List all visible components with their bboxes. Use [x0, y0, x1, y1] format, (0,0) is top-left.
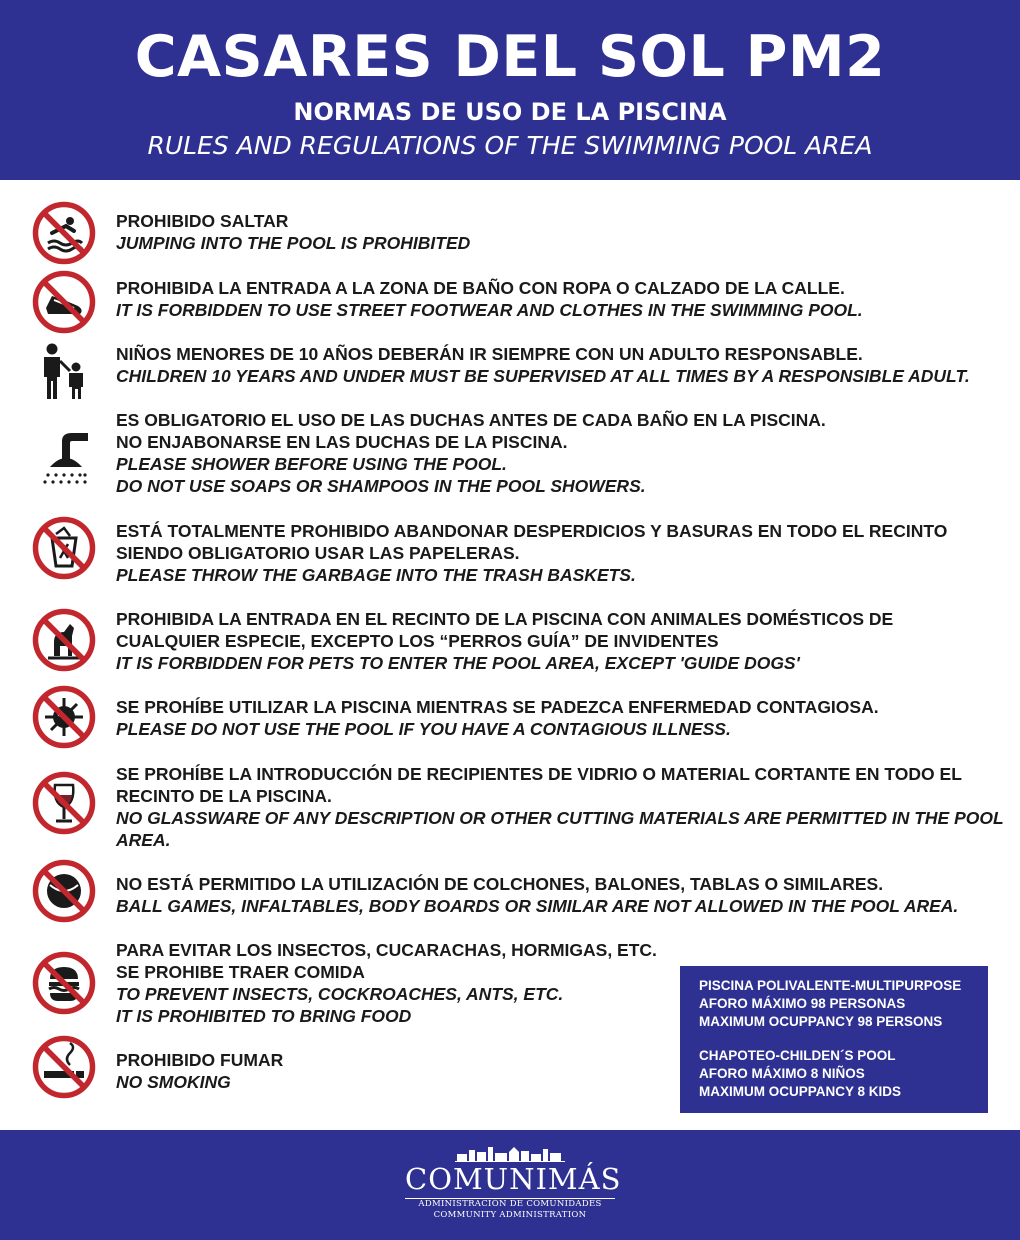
rule-text-en: PLEASE THROW THE GARBAGE INTO THE TRASH BASKETS.: [116, 565, 636, 585]
rule-text-en: PLEASE SHOWER BEFORE USING THE POOL.: [116, 454, 507, 474]
rule-text-en: CHILDREN 10 YEARS AND UNDER MUST BE SUPERVISED AT ALL TIMES BY A RESPONSIBLE ADULT.: [116, 366, 970, 386]
pool-capacity-es: AFORO MÁXIMO 98 PERSONAS: [699, 996, 906, 1011]
rule-text-es: NO ESTÁ PERMITIDO LA UTILIZACIÓN DE COLCHONES, BALONES, TABLAS O SIMILARES.: [116, 874, 884, 894]
pool-capacity-heading: PISCINA POLIVALENTE-MULTIPURPOSE: [699, 978, 962, 993]
rule-text-es: SE PROHÍBE UTILIZAR LA PISCINA MIENTRAS SE PADEZCA ENFERMEDAD CONTAGIOSA.: [116, 697, 879, 717]
rule-text: [116, 409, 986, 497]
rule-text-es: SIENDO OBLIGATORIO USAR LAS PAPELERAS.: [116, 543, 520, 563]
kids-pool-capacity-heading: CHAPOTEO-CHILDEN´S POOL: [699, 1048, 896, 1063]
rule-text: [116, 520, 986, 586]
adult-child-icon: [30, 337, 98, 405]
rule-text-en: IT IS FORBIDDEN FOR PETS TO ENTER THE POOL AREA, EXCEPT 'GUIDE DOGS': [116, 653, 800, 673]
rule-text-es: SE PROHIBE TRAER COMIDA: [116, 962, 365, 982]
shower-icon: [30, 425, 98, 493]
rule-text-es: PROHIBIDO FUMAR: [116, 1050, 284, 1070]
logo-subtitle-en: COMMUNITY ADMINISTRATION: [433, 1210, 587, 1220]
rule-text: [116, 696, 986, 740]
rule-text-es: PROHIBIDO SALTAR: [116, 211, 289, 231]
rule-text-es: SE PROHÍBE LA INTRODUCCIÓN DE RECIPIENTES DE VIDRIO O MATERIAL CORTANTE EN TODO EL: [116, 764, 962, 784]
page-header: [0, 0, 1020, 180]
rule-text-es: NO ENJABONARSE EN LAS DUCHAS DE LA PISCINA.: [116, 432, 568, 452]
rule-text-en: IT IS PROHIBITED TO BRING FOOD: [116, 1006, 412, 1026]
no-smoking-icon: [30, 1033, 98, 1101]
rule-text-es: PROHIBIDA LA ENTRADA A LA ZONA DE BAÑO CON ROPA O CALZADO DE LA CALLE.: [116, 278, 845, 298]
rule-text-en: BALL GAMES, INFALTABLES, BODY BOARDS OR SIMILAR ARE NOT ALLOWED IN THE POOL AREA.: [116, 896, 959, 916]
rule-text-es: RECINTO DE LA PISCINA.: [116, 786, 332, 806]
rule-text: [116, 763, 1004, 851]
no-pets-icon: [30, 606, 98, 674]
skyline-icon: [455, 1144, 565, 1162]
rule-text-en: JUMPING INTO THE POOL IS PROHIBITED: [116, 233, 471, 253]
capacity-box: [680, 966, 988, 1113]
company-logo: [405, 1144, 622, 1236]
rule-text-en: TO PREVENT INSECTS, COCKROACHES, ANTS, ETC.: [116, 984, 564, 1004]
rule-text-en: PLEASE DO NOT USE THE POOL IF YOU HAVE A CONTAGIOUS ILLNESS.: [116, 719, 731, 739]
kids-pool-capacity-es: AFORO MÁXIMO 8 NIÑOS: [699, 1066, 865, 1081]
rule-text: [116, 873, 986, 917]
rule-text: [116, 210, 986, 254]
no-glass-icon: [30, 769, 98, 837]
rule-text-es: CUALQUIER ESPECIE, EXCEPTO LOS “PERROS GUÍA” DE INVIDENTES: [116, 631, 719, 651]
rule-text-es: NIÑOS MENORES DE 10 AÑOS DEBERÁN IR SIEMPRE CON UN ADULTO RESPONSABLE.: [116, 344, 863, 364]
rule-text-es: PARA EVITAR LOS INSECTOS, CUCARACHAS, HORMIGAS, ETC.: [116, 940, 657, 960]
no-virus-icon: [30, 683, 98, 751]
logo-subtitle-es: ADMINISTRACIÓN DE COMUNIDADES: [418, 1199, 602, 1209]
page-title: CASARES DEL SOL PM2: [134, 24, 886, 90]
rule-text-en: NO SMOKING: [116, 1072, 231, 1092]
rule-text: [116, 608, 986, 674]
rule-text: [116, 277, 986, 321]
kids-pool-capacity-en: MAXIMUM OCUPPANCY 8 KIDS: [699, 1084, 902, 1099]
logo-name: COMUNIMÁS: [405, 1162, 615, 1199]
rule-text-es: PROHIBIDA LA ENTRADA EN EL RECINTO DE LA PISCINA CON ANIMALES DOMÉSTICOS DE: [116, 609, 894, 629]
page-subtitle-en: RULES AND REGULATIONS OF THE SWIMMING POOL AREA: [147, 131, 873, 160]
rule-text-en: DO NOT USE SOAPS OR SHAMPOOS IN THE POOL SHOWERS.: [116, 476, 646, 496]
rule-text-es: ESTÁ TOTALMENTE PROHIBIDO ABANDONAR DESPERDICIOS Y BASURAS EN TODO EL RECINTO: [116, 521, 948, 541]
pool-capacity-en: MAXIMUM OCUPPANCY 98 PERSONS: [699, 1014, 943, 1029]
no-jumping-icon: [30, 199, 98, 267]
rule-text: [116, 343, 986, 387]
page-footer: [0, 1130, 1020, 1240]
rule-text-es: ES OBLIGATORIO EL USO DE LAS DUCHAS ANTES DE CADA BAÑO EN LA PISCINA.: [116, 410, 826, 430]
rule-text-en: AREA.: [116, 830, 171, 850]
no-littering-icon: [30, 514, 98, 582]
no-ball-icon: [30, 857, 98, 925]
no-food-icon: [30, 949, 98, 1017]
rule-text-en: IT IS FORBIDDEN TO USE STREET FOOTWEAR AND CLOTHES IN THE SWIMMING POOL.: [116, 300, 863, 320]
no-street-shoes-icon: [30, 268, 98, 336]
page-subtitle-es: NORMAS DE USO DE LA PISCINA: [293, 98, 727, 126]
rule-text-en: NO GLASSWARE OF ANY DESCRIPTION OR OTHER CUTTING MATERIALS ARE PERMITTED IN THE POOL: [116, 808, 1004, 828]
